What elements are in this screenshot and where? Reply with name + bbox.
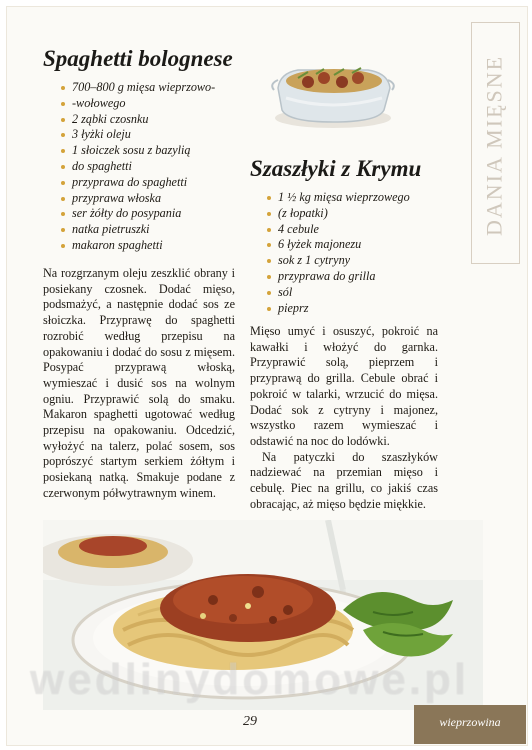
ingredient-item: makaron spaghetti (60, 238, 220, 254)
method-text-szaszlyki (250, 324, 438, 512)
ingredient-item: sól (266, 285, 436, 301)
section-side-label: DANIA MIĘSNE (481, 54, 507, 236)
method-text-spaghetti: Na rozgrzanym oleju zeszklić obrany i posiekany czosnek. Dodać mięso, podsmażyć, a następnie dodać sos ze słoiczka. Przyprawę do spaghetti rozrobić według przepisu na opakowaniu i dodać do sosu z mięsem. Posypać przyprawą włoską, wymieszać i dusić sos na wolnym ogniu. Przyprawić solą do smaku. Makaron spaghetti ugotować według przepisu na opakowaniu. Odcedzić, wyłożyć na talerz, polać sosem, sos poprószyć startym serkiem żółtym i posiekaną natką. Smakuje podane z czerwonym półwytrawnym winem. (43, 266, 235, 500)
method-paragraph: Mięso umyć i osuszyć, pokroić na kawałki i włożyć do garnka. Przyprawić solą, pieprzem i przyprawą do grilla. Cebule obrać i pokroić w talarki, wrzucić do mięsa. Dodać sok z cytryny i majonez, wszystko razem wymieszać i odstawić na noc do lodówki. (250, 324, 438, 448)
ingredient-item: -wołowego (60, 96, 220, 112)
watermark-text: wedlinydomowe.pl (30, 655, 470, 704)
ingredient-item: sok z 1 cytryny (266, 253, 436, 269)
ingredient-item: przyprawa włoska (60, 191, 220, 207)
ingredient-item: 6 łyżek majonezu (266, 237, 436, 253)
ingredient-item: 1 słoiczek sosu z bazylią (60, 143, 220, 159)
ingredient-item: 2 ząbki czosnku (60, 112, 220, 128)
ingredient-item: 4 cebule (266, 222, 436, 238)
ingredient-item: ser żółty do posypania (60, 206, 220, 222)
casserole-dish-image (268, 48, 398, 134)
ingredient-item: 1 ½ kg mięsa wieprzowego (266, 190, 436, 206)
ingredient-item: do spaghetti (60, 159, 220, 175)
ingredient-item: przyprawa do grilla (266, 269, 436, 285)
ingredients-list-szaszlyki (266, 190, 436, 316)
recipe-title-spaghetti: Spaghetti bolognese (43, 46, 233, 71)
ingredient-item: natka pietruszki (60, 222, 220, 238)
ingredient-item: przyprawa do spaghetti (60, 175, 220, 191)
recipe-title-szaszlyki: Szaszłyki z Krymu (250, 156, 422, 181)
footer-section-label: wieprzowina (439, 715, 501, 729)
ingredient-item: 700–800 g mięsa wieprzowo- (60, 80, 220, 96)
ingredient-item: (z łopatki) (266, 206, 436, 222)
ingredient-item: pieprz (266, 301, 436, 317)
method-paragraph: Na patyczki do szaszłyków nadziewać na przemian mięso i cebulę. Piec na grillu, co jakiś czas obracając, aż mięso będzie miękkie. (250, 449, 438, 511)
ingredient-item: 3 łyżki oleju (60, 127, 220, 143)
ingredients-list-spaghetti (60, 80, 220, 254)
page-number: 29 (243, 714, 257, 729)
